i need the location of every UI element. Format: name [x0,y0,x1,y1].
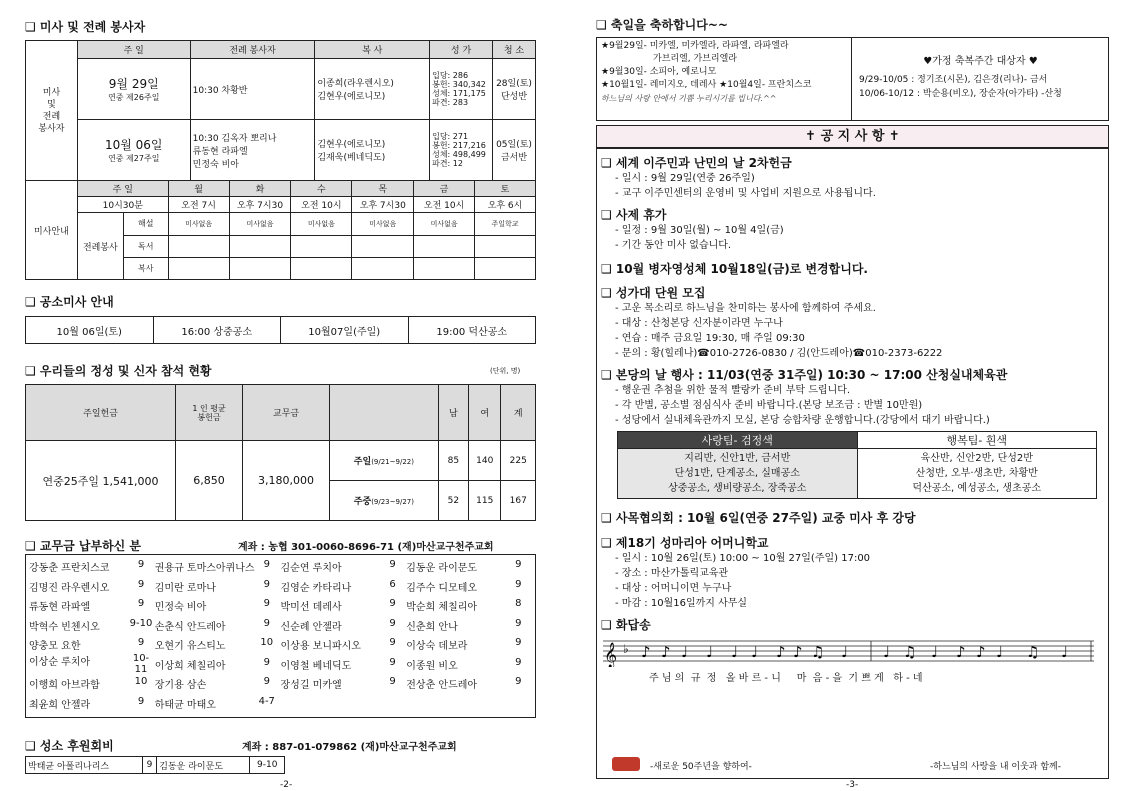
jubilee-logo [612,757,640,771]
donor-months: 9 [263,578,270,590]
feast-line: 가브리엘, 가브리엘라 [653,54,737,64]
list-item [29,694,532,714]
donor-months: 10 [260,637,274,649]
donor-name: 장기용 삼손 [154,680,207,692]
donor-name: 박순희 체칠리아 [406,602,478,614]
family-line: 10/06-10/12 : 박순용(비오), 장순자(아가타) -산청 [859,89,1062,99]
col-header: 청 소 [493,41,536,59]
donor-name: 이상용 보니파시오 [280,641,361,653]
donor-months: 9 [515,578,522,590]
note-icon: ♩ [681,643,689,661]
donor-months: 9 [137,578,145,590]
team-row: 지리반, 신안1반, 금서반 [684,453,791,464]
donor-name: 하태균 마태오 [154,699,216,711]
mass-date: 10월 06일 [104,138,163,152]
supporter-name: 김동운 라이문도 [157,757,250,774]
team-left-title: 사랑팀- 검정색 [618,432,858,449]
feast-line: ★9월29일- 미카엘, 미카엘라, 라파엘, 라파엘라 [601,41,789,51]
avg-offering: 6,850 [176,441,243,521]
notice-line: - 장소 : 마산가톨릭교육관 [615,568,729,579]
donor-name: 신순례 안젤라 [280,621,342,633]
day-note: 주일학교 [475,213,536,235]
note-icon: ♩ [931,643,939,661]
donor-months: 4-7 [258,695,275,707]
day-note: 미사없음 [168,213,229,235]
donor-months: 9 [515,656,522,668]
col-header: 1 인 평균 봉헌금 [176,385,243,441]
notice-line: - 대상 : 산청본당 신자분이라면 누구나 [615,318,783,329]
donor-name: 류동현 라파엘 [29,602,91,614]
donor-name: 권용규 토마스아퀴나스 [154,563,255,575]
donor-months: 9 [263,559,270,571]
public-mass-place: 16:00 상중공소 [153,317,281,344]
supporter-months: 9-10 [250,757,285,774]
note-icon: ♫ [903,643,917,661]
weekday-side-label: 미사안내 [26,181,78,280]
notice-title: ❑ 성가대 단원 모집 [601,286,706,300]
role-label: 복사 [123,257,168,279]
donor-name: 최윤희 안젤라 [29,699,91,711]
note-icon: ♪ [641,643,651,661]
women-count: 140 [469,441,501,481]
mass-time: 오전 7시 [168,197,229,213]
public-mass-date: 10월07일(주일) [281,317,409,344]
donor-months: 9 [137,598,145,610]
family-title: ♥가정 축복주간 대상자 ♥ [923,56,1038,67]
donor-months: 9-10 [129,617,153,629]
treble-clef-icon: 𝄞 [604,643,618,667]
mass-side-label: 미사 및 전례 봉사자 [26,41,78,181]
donor-name: 이종원 비오 [406,660,458,672]
donor-name: 김동운 라이문도 [406,563,478,575]
donor-name: 박혁수 빈첸시오 [29,621,100,633]
weekday-mass-table [25,180,536,280]
donor-months: 8 [515,598,522,610]
donor-name: 손춘식 안드레아 [154,621,226,633]
support-table [25,756,285,774]
list-item [29,674,532,694]
donor-months: 9 [515,617,522,629]
offering-title: ❑ 우리들의 정성 및 신자 참석 현황 [25,364,212,378]
altar-servers: 김현우(에로니모) 김재욱(베네딕도) [315,120,430,181]
day-header: 주 일 [77,181,168,197]
notice-line: - 고운 목소리로 하느님을 찬미하는 봉사에 함께하여 주세요. [615,303,876,314]
celebrate-title: ❑ 축일을 축하합니다~~ [596,18,728,32]
psalm-lyrics: 주 님 의 규 정 올 바 르 - 니 마 음 - 을 기 쁘 게 하 - 네 [649,673,923,684]
footer-right: -하느님의 사랑을 내 이웃과 함께- [930,762,1061,772]
table-row [26,120,536,181]
supporter-months: 9 [142,757,157,774]
notice-line: - 성당에서 실내체육관까지 모실, 본당 승합차량 운행합니다.(강당에서 대기 바랍니다.) [615,415,990,426]
mass-date: 9월 29일 [108,77,159,91]
team-row: 산청반, 오부·생초반, 차황반 [915,468,1038,479]
mass-time: 오후 7시30 [229,197,291,213]
col-header: 교무금 [242,385,329,441]
col-header: 남 [438,385,468,441]
day-note: 미사없음 [291,213,352,235]
supporter-name: 박태균 아폴리나리스 [26,757,143,774]
public-mass-place: 19:00 덕산공소 [408,317,536,344]
donor-months: 10 [134,676,148,688]
table-row [26,59,536,120]
notice-box [596,148,1109,779]
altar-servers: 이종희(라우렌시오) 김현우(에로니모) [315,59,430,120]
notice-line: - 문의 : 황(힐레나)☎010-2726-0830 / 김(안드레아)☎010-2373-6222 [615,348,943,359]
mass-time: 오전 10시 [414,197,475,213]
notice-line: - 기간 동안 미사 없습니다. [615,240,732,251]
dues-total: 3,180,000 [242,441,329,521]
public-mass-table [25,316,536,344]
list-item [29,557,532,577]
notice-title: ❑ 10월 병자영성체 10월18일(금)로 변경합니다. [601,262,868,276]
day-header: 월 [168,181,229,197]
donor-months: 9 [515,559,522,571]
donor-months: 9 [515,637,522,649]
day-header: 화 [229,181,291,197]
note-icon: ♩ [751,643,759,661]
note-icon: ♪ [661,643,671,661]
role-label: 독서 [123,235,168,257]
support-account: 계좌 : 887-01-079862 (재)마산교구천주교회 [242,742,457,753]
attendance-type: 주일 [353,457,372,467]
mass-section-title: ❑ 미사 및 전례 봉사자 [25,20,146,34]
day-header: 목 [352,181,414,197]
attendance-label [330,481,438,521]
team-row: 상중공소, 생비량공소, 장죽공소 [668,483,807,494]
donor-months: 9 [389,598,396,610]
hymns: 입당: 271 봉헌: 217,216 성체: 498,499 파견: 12 [430,120,493,181]
col-header: 전례 봉사자 [190,41,315,59]
notice-title: ❑ 사목협의회 : 10월 6일(연중 27주일) 교중 미사 후 강당 [601,511,916,525]
donor-months: 9 [389,676,396,688]
dues-title: ❑ 교무금 납부하신 분 [25,539,142,553]
donor-name: 민정숙 비아 [154,602,207,614]
attendance-range: (9/21~9/22) [371,458,414,466]
cleaning: 05일(토) 금서반 [493,120,536,181]
notice-line: - 행운권 추첨을 위한 물적 빨랑카 준비 부탁 드립니다. [615,385,851,396]
role-label: 해설 [123,213,168,235]
donor-name: 이상숙 데보라 [406,641,468,653]
total-count: 225 [501,441,536,481]
note-icon: ♫ [811,643,825,661]
day-header: 토 [475,181,536,197]
feast-days [597,38,852,120]
psalm-staff [601,635,1096,667]
support-title: ❑ 성소 후원회비 [25,739,114,753]
donor-months: 9 [263,676,270,688]
donor-months: 9 [389,656,396,668]
note-icon: ♪ [956,643,966,661]
donor-name: 김주수 디모테오 [406,582,478,594]
page-number-left: -2- [280,780,293,790]
col-header: 주 일 [77,41,190,59]
list-item [29,577,532,597]
mass-sunday: 연중 제27주일 [108,154,160,163]
donor-name: 양충모 요한 [29,641,81,653]
donor-name: 김영순 카타리나 [280,582,352,594]
note-icon: ♩ [883,643,891,661]
notice-line: - 일시 : 9월 29일(연중 26주일) [615,173,755,184]
donor-name: 오현기 유스티노 [154,641,226,653]
flat-icon: ♭ [623,642,629,656]
feast-line: ★9월30일- 소피아, 예로니모 [601,67,717,77]
service-label: 전례봉사 [77,213,123,280]
team-right-title: 행복팀- 흰색 [857,432,1097,449]
family-line: 9/29-10/05 : 정기조(시몬), 김은경(리나)- 금서 [859,75,1048,85]
col-header: 주일헌금 [26,385,176,441]
donor-months: 9 [515,676,522,688]
list-item [29,596,532,616]
donor-months: 9 [137,637,145,649]
attendance-type: 주중 [353,497,372,507]
offering-unit: (단위, 명) [490,367,521,375]
mass-time: 오후 7시30 [352,197,414,213]
notice-title: ❑ 본당의 날 행사 : 11/03(연중 31주일) 10:30 ~ 17:00 산청실내체육관 [601,368,1008,382]
women-count: 115 [469,481,501,521]
dues-account: 계좌 : 농협 301-0060-8696-71 (재)마산교구천주교회 [238,542,494,553]
donor-name: 장성길 미카엘 [280,680,342,692]
total-count: 167 [501,481,536,521]
donor-months: 9 [263,617,270,629]
donor-months: 9 [389,637,396,649]
notice-line: - 교구 이주민센터의 운영비 및 사업비 지원으로 사용됩니다. [615,188,876,199]
col-header: 성 가 [430,41,493,59]
mass-time: 오전 10시 [291,197,352,213]
list-item [29,635,532,655]
team-row: 육산반, 신안2반, 단성2반 [920,453,1033,464]
notice-line: - 대상 : 어머니이면 누구나 [615,583,732,594]
note-icon: ♫ [1026,643,1040,661]
list-item [29,616,532,636]
donor-name: 김순연 루치아 [280,563,342,575]
note-icon: ♩ [1061,643,1069,661]
donor-months: 9 [389,617,396,629]
notice-header: ✝ 공 지 사 항 ✝ [596,125,1109,148]
donor-name: 김명진 라우렌시오 [29,582,110,594]
note-icon: ♪ [976,643,986,661]
notice-title: ❑ 사제 휴가 [601,208,667,222]
col-header: 여 [469,385,501,441]
team-right-members [857,449,1097,499]
note-icon: ♩ [731,643,739,661]
mass-time: 10시30분 [77,197,168,213]
attendance-label [330,441,438,481]
hymns: 입당: 286 봉헌: 340,342 성체: 171,175 파견: 283 [430,59,493,120]
footer-left: -새로운 50주년을 향하여- [650,762,752,772]
note-icon: ♩ [996,643,1004,661]
celebrate-box [596,37,1109,121]
team-row: 단성1반, 단계공소, 실매공소 [674,468,800,479]
notice-title: ❑ 세계 이주민과 난민의 날 2차헌금 [601,156,792,170]
col-header [330,385,438,441]
note-icon: ♩ [841,643,849,661]
men-count: 52 [438,481,468,521]
donor-name: 강동춘 프란치스코 [29,563,110,575]
notice-line: - 각 반별, 공소별 점심식사 준비 바랍니다.(본당 보조금 : 반별 10만원) [615,400,923,411]
col-header: 복 사 [315,41,430,59]
donor-months: 6 [389,578,396,590]
sunday-offering: 연중25주일 1,541,000 [26,441,176,521]
page-number-right: -3- [846,780,859,790]
donor-name: 김미란 로마나 [154,582,216,594]
donor-months: 9 [263,656,270,668]
day-header: 수 [291,181,352,197]
team-left-members [618,449,858,499]
note-icon: ♪ [776,643,786,661]
family-blessing [853,38,1108,120]
mass-servers-table [25,40,536,181]
donor-months: 9 [137,559,145,571]
donor-name: 전상춘 안드레아 [406,680,478,692]
donor-name: 이상희 체칠리아 [154,660,226,672]
feast-line: ★10월1일- 레미지오, 데레사 ★10월4일- 프란치스코 [601,80,812,90]
day-header: 금 [414,181,475,197]
notice-line: - 연습 : 매주 금요일 19:30, 매 주일 09:30 [615,333,805,344]
men-count: 85 [438,441,468,481]
notice-line: - 일시 : 10월 26일(토) 10:00 ~ 10월 27일(주일) 17:00 [615,553,871,564]
day-note: 미사없음 [229,213,291,235]
day-note: 미사없음 [414,213,475,235]
col-header: 계 [501,385,536,441]
donor-months: 9 [389,559,396,571]
donor-name: 이행희 아브라함 [29,680,100,692]
donor-months: 10-11 [132,653,150,676]
donor-name: 박미선 데레사 [280,602,342,614]
notice-line: - 마감 : 10월16일까지 사무실 [615,598,748,609]
public-mass-date: 10월 06일(토) [26,317,154,344]
notice-line: - 일정 : 9월 30일(월) ~ 10월 4일(금) [615,225,784,236]
donor-name: 이영철 베네딕도 [280,660,352,672]
dues-list [25,554,536,718]
donor-name: 신춘희 안나 [406,621,458,633]
cleaning: 28일(토) 단성반 [493,59,536,120]
mass-time: 오후 6시 [475,197,536,213]
notice-title: ❑ 제18기 성마리아 어머니학교 [601,536,769,550]
day-note: 미사없음 [352,213,414,235]
donor-months: 9 [137,695,145,707]
public-mass-title: ❑ 공소미사 안내 [25,295,114,309]
team-table [617,431,1097,499]
mass-sunday: 연중 제26주일 [108,93,160,102]
donor-months: 9 [263,598,270,610]
team-row: 덕산공소, 예성공소, 생초공소 [912,483,1042,494]
notice-title: ❑ 화답송 [601,618,651,632]
offering-table [25,384,536,521]
donor-name: 이상순 루치아 [29,657,91,669]
attendance-range: (9/23~9/27) [371,498,414,506]
list-item [29,655,532,675]
note-icon: ♪ [793,643,803,661]
feast-note: 하느님의 사랑 안에서 기쁨 누리시기를 빕니다.^^ [601,94,777,103]
servers: 10:30 차황반 [190,59,315,120]
note-icon: ♩ [706,643,714,661]
servers: 10:30 김옥자 뽀리나 류동현 라파엘 민정숙 비아 [190,120,315,181]
